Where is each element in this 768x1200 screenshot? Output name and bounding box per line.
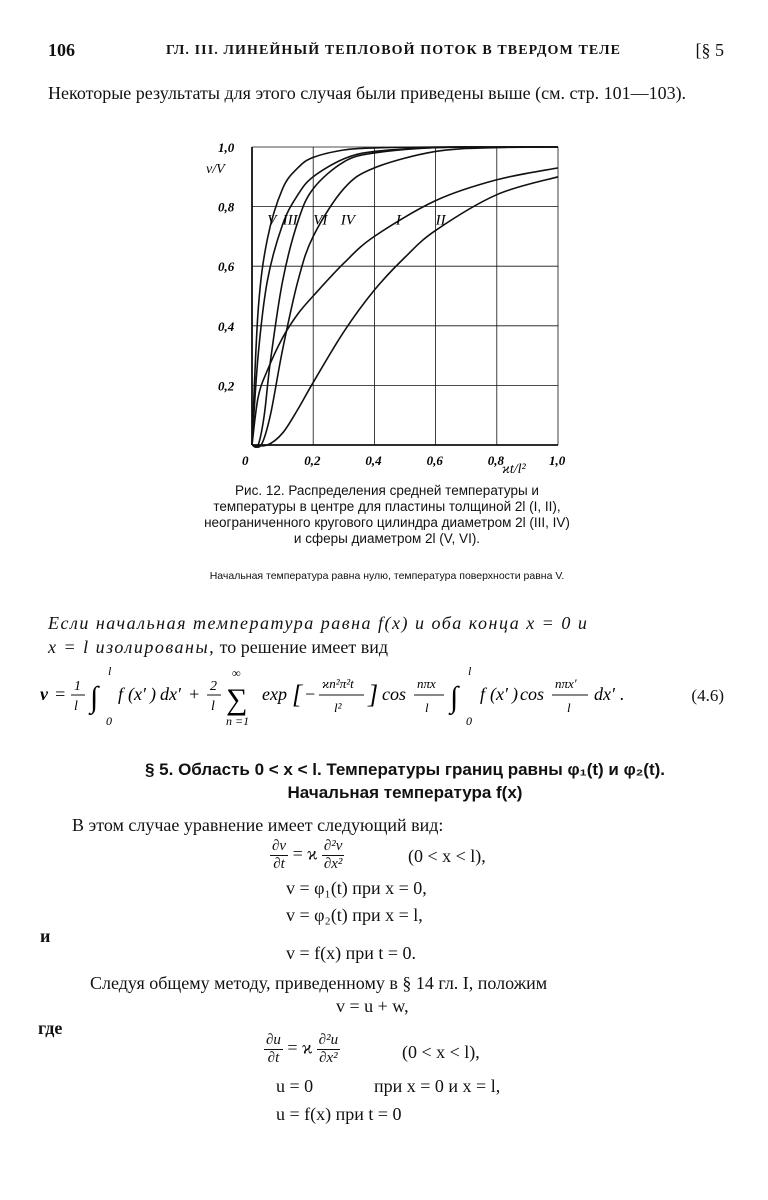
svg-text:nπx: nπx <box>417 676 436 691</box>
chart-svg <box>200 135 580 480</box>
svg-text:): ) <box>512 684 518 704</box>
curve-labels <box>267 212 446 228</box>
system2-line2a: u = 0 <box>276 1076 314 1096</box>
svg-text:f: f <box>480 684 486 704</box>
svg-text:l: l <box>425 700 429 715</box>
svg-text:ϰn²π²t: ϰn²π²t <box>322 676 354 691</box>
svg-text:x′: x′ <box>134 684 146 704</box>
svg-text:∫: ∫ <box>90 681 99 714</box>
formula-4-6 <box>40 665 730 735</box>
svg-text:=: = <box>54 684 67 704</box>
y-tick-label: 0,4 <box>218 318 235 334</box>
svg-text:dx′: dx′ <box>160 684 181 704</box>
svg-text:(: ( <box>128 684 134 704</box>
section-5-title-line2: Начальная температура f(x) <box>287 783 523 802</box>
svg-text:l²: l² <box>334 700 342 715</box>
y-tick-label: 1,0 <box>218 140 235 155</box>
section-5-title <box>80 758 730 804</box>
svg-text:[: [ <box>292 680 303 709</box>
x-tick-label: 0,8 <box>487 453 505 468</box>
svg-text:): ) <box>150 684 156 704</box>
system1-line3: v = φ₂(t) при x = l, <box>286 905 423 925</box>
svg-text:]: ] <box>368 680 379 709</box>
figure-note: Начальная температура равна нулю, температура поверхности равна V. <box>209 570 565 582</box>
svg-text:exp: exp <box>262 684 287 704</box>
chart-grid <box>252 147 558 445</box>
curve-label-v: V <box>267 212 277 229</box>
curve-label-i: I <box>395 212 401 229</box>
y-tick-label: 0,6 <box>218 259 235 275</box>
page-header <box>48 40 724 68</box>
svg-text:+: + <box>188 684 201 704</box>
system2-range: (0 < x < l), <box>402 1042 480 1062</box>
curve-label-iii: III <box>282 212 298 229</box>
equation-intro: В этом случае уравнение имеет следующий вид: <box>72 815 444 835</box>
svg-text:cos: cos <box>382 684 406 704</box>
svg-text:nπx′: nπx′ <box>555 676 577 691</box>
figure-12 <box>200 135 580 480</box>
section-marker: [§ 5 <box>695 40 724 60</box>
formula-number: (4.6) <box>691 686 724 705</box>
svg-text:cos: cos <box>520 684 544 704</box>
svg-text:l: l <box>211 699 215 714</box>
condition-line1 <box>48 612 724 634</box>
curve-vi <box>252 147 558 447</box>
curve-iv <box>252 147 558 447</box>
x-tick-label: 0,6 <box>426 453 443 468</box>
curve-v <box>252 147 558 445</box>
svg-text:1: 1 <box>74 679 81 694</box>
x-axis-label: ϰt/l² <box>502 462 526 477</box>
svg-text:(: ( <box>490 684 496 704</box>
where-word: где <box>38 1018 63 1038</box>
curve-label-iv: IV <box>340 212 355 229</box>
svg-text:l: l <box>567 700 571 715</box>
svg-text:2: 2 <box>210 679 217 694</box>
svg-text:l: l <box>108 665 112 678</box>
system1-range: (0 < x < l), <box>408 846 486 866</box>
svg-text:l: l <box>74 699 78 714</box>
x-tick-label: 0 <box>242 453 249 468</box>
x-tick-label: 0,2 <box>304 453 321 468</box>
svg-text:l: l <box>468 665 472 678</box>
running-title: ГЛ. III. ЛИНЕЙНЫЙ ТЕПЛОВОЙ ПОТОК В ТВЕРДОМ ТЕЛЕ <box>166 43 622 58</box>
formula-4-6-svg <box>40 665 730 735</box>
page-number: 106 <box>48 40 75 60</box>
svg-text:−: − <box>304 684 317 704</box>
curve-label-ii: II <box>435 212 446 229</box>
svg-text:x′: x′ <box>496 684 508 704</box>
x-tick-label: 0,4 <box>365 453 382 468</box>
method-text: Следуя общему методу, приведенному в § 14 гл. I, положим <box>90 973 548 993</box>
section-5-title-line1: § 5. Область 0 < x < l. Температуры границ равны φ₁(t) и φ₂(t). <box>144 760 666 779</box>
heat-equation-u: $\frac{\partial u}{\partial t}$ = ϰ $\frac{\text{∂²u}}{\text{∂x²}}$ <box>266 1032 339 1066</box>
system2-line2b: при x = 0 и x = l, <box>374 1076 501 1096</box>
svg-text:0: 0 <box>106 714 112 728</box>
condition-italic2: x = l изолированы, <box>48 637 216 657</box>
condition-plain: то решение имеет вид <box>215 637 389 657</box>
svg-text:n: n <box>226 714 232 728</box>
svg-text:.: . <box>620 684 625 704</box>
system1-line2: v = φ₁(t) при x = 0, <box>286 878 427 898</box>
svg-text:∑: ∑ <box>226 683 248 716</box>
y-tick-label: 0,8 <box>218 199 235 215</box>
curve-label-vi: VI <box>313 212 328 229</box>
and-word: и <box>40 926 51 946</box>
curve-i <box>252 168 558 445</box>
svg-text:0: 0 <box>466 714 472 728</box>
y-tick-label: 0,2 <box>218 378 235 394</box>
intro-paragraph: Некоторые результаты для этого случая были приведены выше (см. стр. 101—103). <box>48 83 687 103</box>
svg-text:dx′: dx′ <box>594 684 615 704</box>
y-axis-label: v/V <box>206 162 225 177</box>
chart-curves <box>252 147 558 447</box>
decomposition: v = u + w, <box>336 996 409 1016</box>
system1-line4: v = f(x) при t = 0. <box>286 943 417 963</box>
condition-italic1: Если начальная температура равна f(x) и оба конца x = 0 и <box>48 613 589 633</box>
system2-line3: u = f(x) при t = 0 <box>276 1104 402 1124</box>
figure-caption: Рис. 12. Распределения средней температуры и температуры в центре для пластины толщиной 2l (I, II), неограниченного кругового цилиндра диаметром 2l (III, IV) и сферы диаметром 2l (V, VI). <box>204 483 570 546</box>
svg-text:=1: =1 <box>235 714 250 728</box>
heat-equation-v: $\frac{\partial v}{\partial t}$ = ϰ $\frac{\text{∂²v}}{\text{∂x²}}$ <box>272 838 343 872</box>
svg-text:∫: ∫ <box>450 681 459 714</box>
curve-iii <box>252 147 558 445</box>
condition-line2 <box>48 636 724 658</box>
x-tick-label: 1,0 <box>549 453 566 468</box>
svg-text:∞: ∞ <box>232 666 241 680</box>
svg-text:v: v <box>40 684 48 704</box>
svg-text:f: f <box>118 684 124 704</box>
